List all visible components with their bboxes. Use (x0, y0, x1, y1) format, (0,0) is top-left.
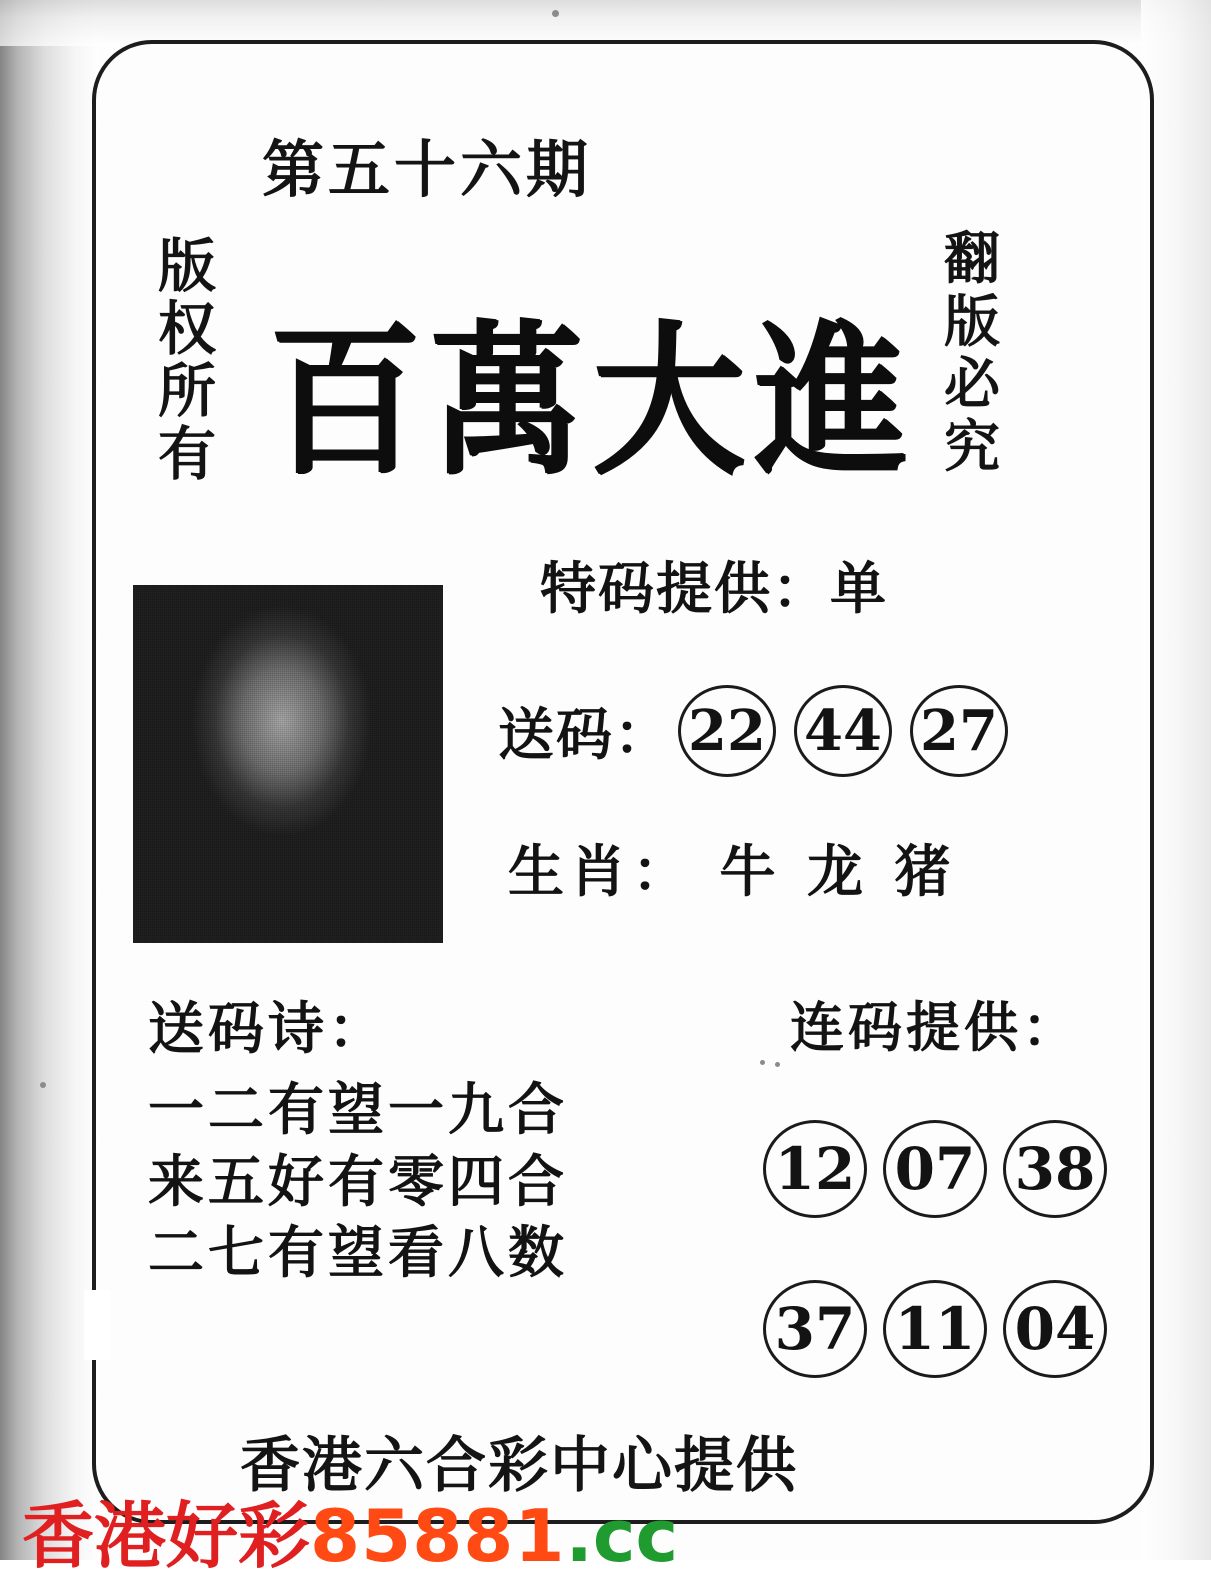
scan-speck (40, 1082, 46, 1088)
lian-code-row (735, 1280, 1135, 1378)
page-title: 百萬大進 (268, 303, 916, 497)
watermark-number: 85881 (310, 1494, 566, 1578)
scan-speck (552, 10, 559, 17)
lian-code-ball: 07 (883, 1120, 987, 1218)
lian-code-ball: 04 (1003, 1280, 1107, 1378)
lian-code-ball: 38 (1003, 1120, 1107, 1218)
footer-source: 香港六合彩中心提供 (240, 1431, 798, 1501)
watermark-text: 香港好彩 (22, 1494, 311, 1578)
poem-line: 二七有望看八数 (148, 1220, 568, 1287)
lian-code-ball: 37 (763, 1280, 867, 1378)
send-code-ball: 27 (910, 685, 1008, 777)
poem-line: 一二有望一九合 (148, 1077, 568, 1143)
poem-title: 送码诗： (148, 996, 388, 1062)
send-code-ball: 44 (794, 685, 892, 777)
poem-line: 来五好有零四合 (148, 1148, 568, 1215)
send-code-label: 送码： (498, 702, 672, 768)
border-scan-gap (84, 1290, 110, 1360)
site-watermark (22, 1478, 678, 1582)
send-code-ball: 22 (678, 685, 776, 777)
lian-code-row (735, 1120, 1135, 1218)
photo-grain (133, 585, 443, 943)
copyright-notice-right: 翻版必究 (944, 226, 1000, 481)
lian-code-title: 连码提供： (790, 995, 1080, 1059)
copyright-notice-left: 版权所有 (158, 232, 217, 488)
send-code-row (498, 685, 1026, 777)
watermark-suffix: .cc (565, 1494, 679, 1578)
lian-code-ball: 11 (883, 1280, 987, 1378)
lian-code-block (735, 985, 1135, 1378)
portrait-photo (133, 585, 443, 943)
lian-code-ball: 12 (763, 1120, 867, 1218)
special-code-line: 特码提供：单 (540, 556, 888, 622)
poem-block (148, 985, 568, 1290)
issue-number: 第五十六期 (262, 133, 593, 206)
zodiac-line: 生肖： 牛 龙 猪 (508, 839, 957, 905)
